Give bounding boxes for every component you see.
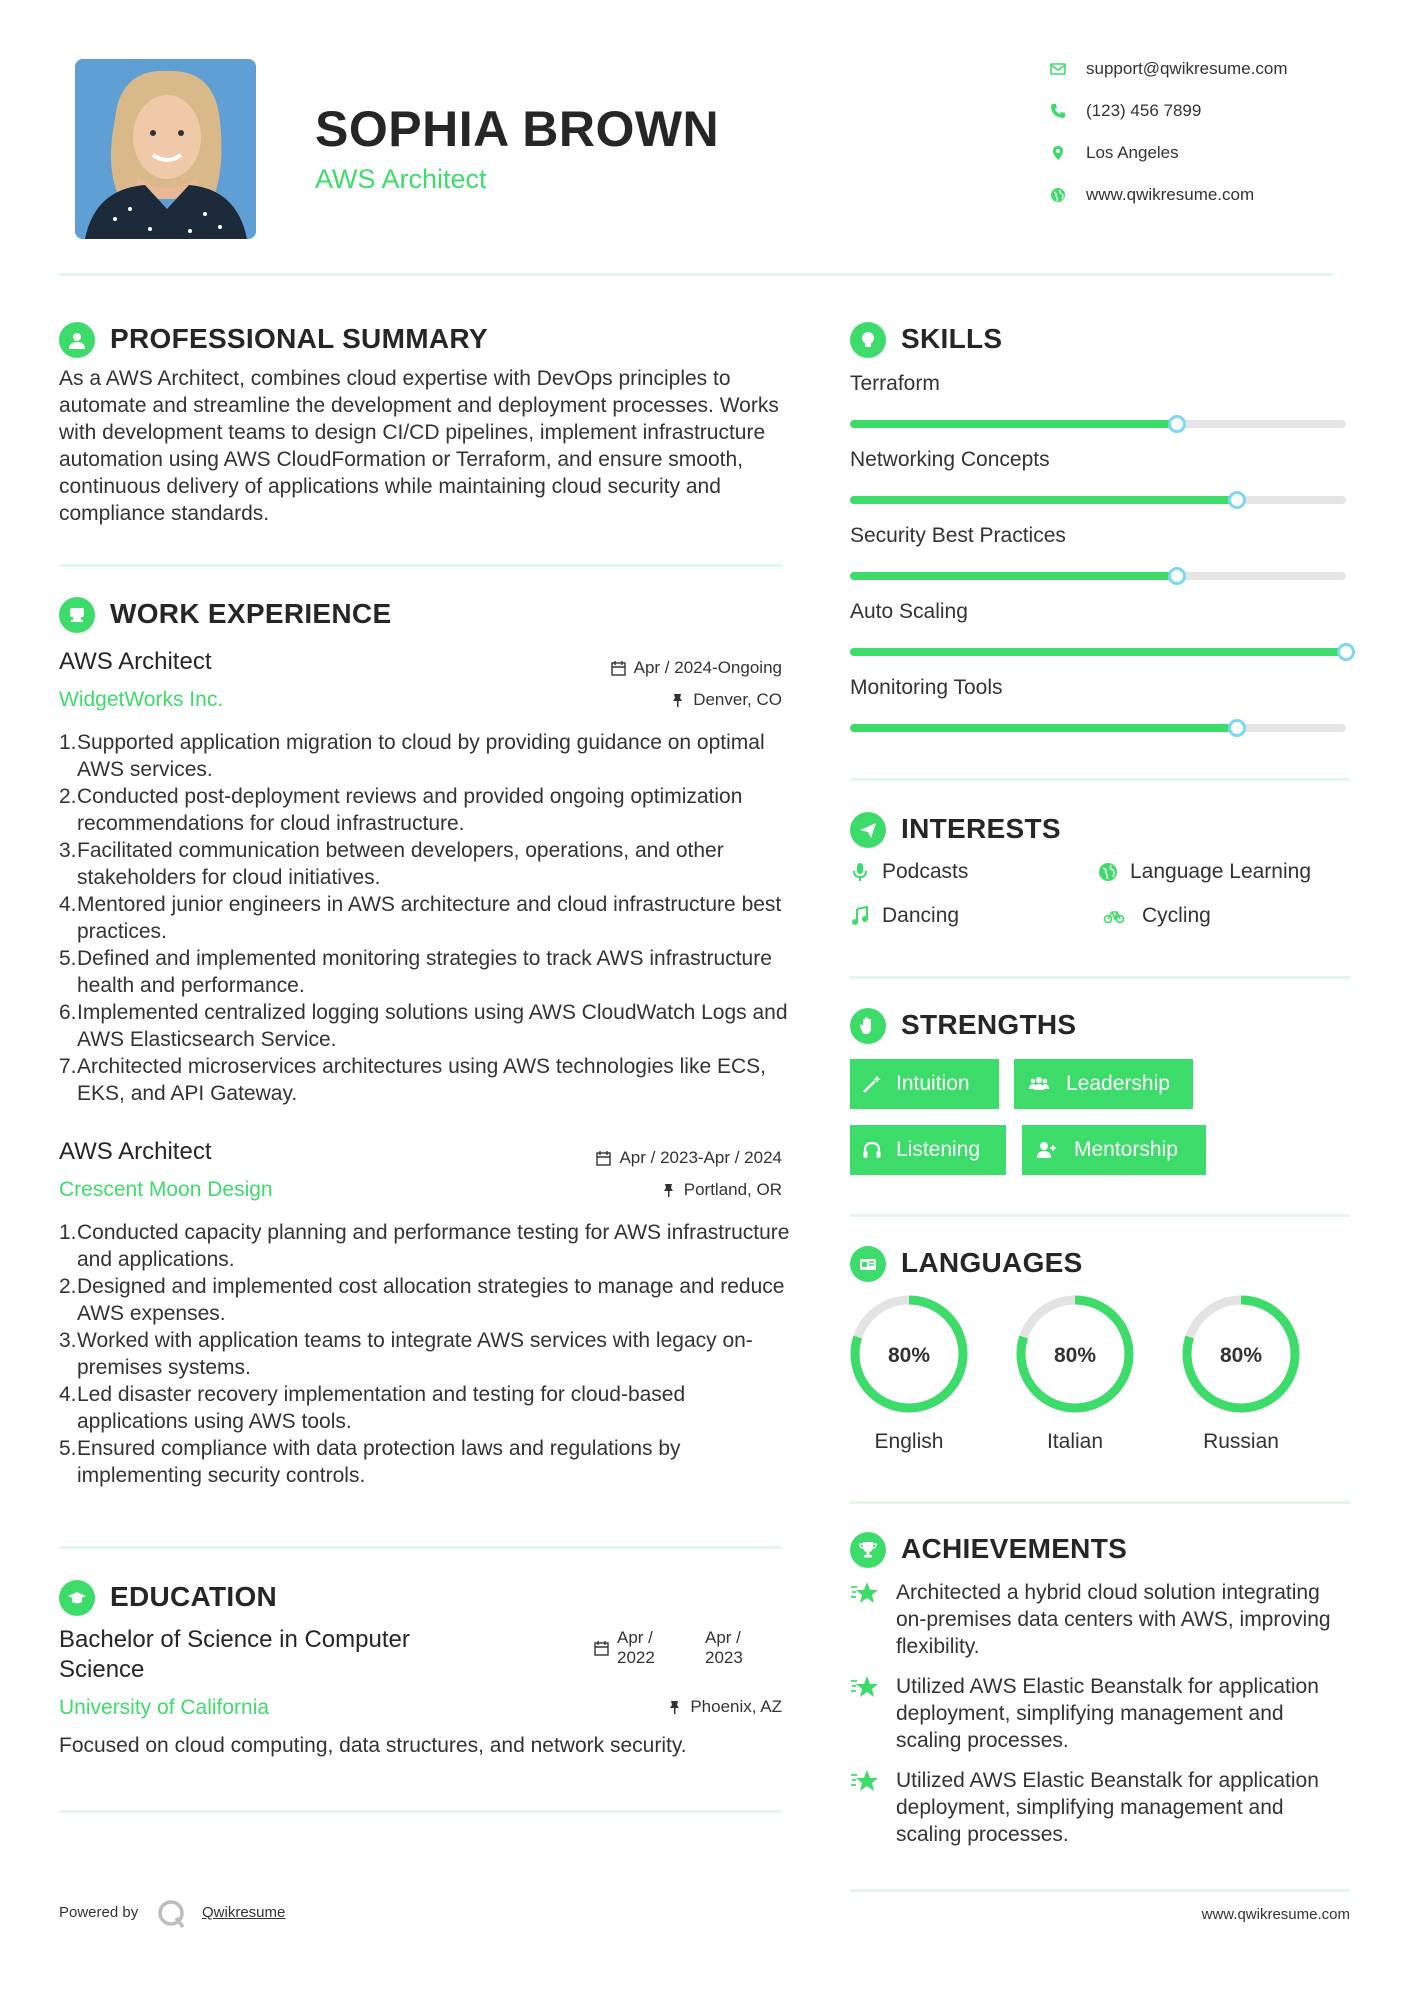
phone-text: (123) 456 7899 (1086, 101, 1202, 120)
contact-phone[interactable] (1050, 96, 1350, 126)
achievements-divider (850, 1889, 1350, 1892)
duty-item: 3. Worked with application teams to integrate AWS services with legacy on-premises systems. (59, 1329, 753, 1379)
job-1-location-text: Denver, CO (693, 690, 782, 709)
star-icon (850, 1579, 880, 1609)
degree-title: Bachelor of Science in Computer Science (59, 1626, 410, 1683)
achievement-text: Architected a hybrid cloud solution integrating on-premises data centers with AWS, improving flexibility. (896, 1581, 1331, 1658)
skill-label: Auto Scaling (850, 600, 968, 623)
skill-bar-fill (850, 648, 1346, 656)
education-location (480, 1697, 782, 1717)
achievement-item (850, 1673, 1345, 1754)
duty-item: 2. Conducted post-deployment reviews and provided ongoing optimization recommendations for cloud infrastructure. (59, 785, 743, 835)
email-text: support@qwikresume.com (1086, 59, 1288, 78)
skill-bar (850, 648, 1346, 656)
calendar-icon (611, 661, 626, 676)
contact-location (1050, 138, 1350, 168)
pin-icon (661, 1183, 676, 1198)
language-name: English (874, 1430, 944, 1453)
achievement-text: Utilized AWS Elastic Beanstalk for application deployment, simplifying management and scaling processes. (896, 1675, 1319, 1752)
summary-divider (59, 564, 782, 567)
strength-listening (850, 1125, 1006, 1175)
skill-bar (850, 724, 1346, 732)
microphone-icon (850, 862, 870, 882)
duty-item: 2. Designed and implemented cost allocation strategies to manage and reduce AWS expenses. (59, 1275, 785, 1325)
achievement-item (850, 1579, 1345, 1660)
skill-bar-knob (1337, 643, 1355, 661)
location-text: Los Angeles (1086, 143, 1179, 162)
language-ring (847, 1292, 971, 1416)
briefcase-icon (59, 597, 95, 633)
duty-item: 4. Mentored junior engineers in AWS architecture and cloud infrastructure best practices. (59, 893, 782, 943)
achievement-item (850, 1767, 1345, 1848)
education-divider (59, 1810, 782, 1813)
job-1-duties (59, 729, 797, 1107)
map-pin-icon (1050, 145, 1066, 161)
user-plus-icon (1034, 1140, 1060, 1160)
music-note-icon (850, 906, 870, 926)
interest-dancing (850, 904, 959, 928)
bicycle-icon (1098, 906, 1130, 926)
duty-item: 4. Led disaster recovery implementation and testing for cloud-based applications using AWS tools. (59, 1383, 686, 1433)
skill-bar-fill (850, 420, 1177, 428)
skill-bar-knob (1228, 491, 1246, 509)
skill-bar-fill (850, 496, 1237, 504)
language-percent: 80% (1219, 1344, 1263, 1367)
calendar-icon (596, 1151, 611, 1166)
profile-photo (75, 59, 256, 239)
trophy-icon (850, 1532, 886, 1568)
skill-bar-fill (850, 724, 1237, 732)
strength-intuition (850, 1059, 999, 1109)
job-2-company: Crescent Moon Design (59, 1178, 273, 1201)
education-location-text: Phoenix, AZ (690, 1697, 782, 1716)
job-2-dates-text: Apr / 2023-Apr / 2024 (619, 1148, 782, 1167)
education-end: Apr / 2023 (705, 1628, 743, 1667)
summary-text: As a AWS Architect, combines cloud expertise with DevOps principles to automate and streamline the development and deployment processes. Works with development teams to design CI/CD pipelines, implement infrastructure automation using AWS CloudFormation or Terraform, and ensure smooth, continuous delivery of applications while maintaining cloud security and compliance standards. (59, 367, 779, 525)
interest-label: Language Learning (1130, 860, 1312, 883)
graduation-icon (59, 1580, 95, 1616)
hand-icon (850, 1008, 886, 1044)
interest-language-learning (1098, 860, 1311, 884)
id-card-icon (850, 1246, 886, 1282)
job-2-dates (480, 1148, 782, 1168)
interests-heading: INTERESTS (901, 813, 1061, 844)
work-heading: WORK EXPERIENCE (110, 598, 392, 629)
phone-icon (1050, 103, 1066, 119)
job-1-dates-text: Apr / 2024-Ongoing (633, 658, 782, 677)
education-description: Focused on cloud computing, data structures, and network security. (59, 1734, 687, 1757)
footer-website[interactable]: www.qwikresume.com (1201, 1906, 1350, 1923)
job-1-role: AWS Architect (59, 648, 212, 675)
duty-item: 1. Supported application migration to cloud by providing guidance on optimal AWS services. (59, 731, 765, 781)
strength-label: Mentorship (1074, 1138, 1178, 1161)
achievement-text: Utilized AWS Elastic Beanstalk for application deployment, simplifying management and scaling processes. (896, 1769, 1319, 1846)
contact-email[interactable] (1050, 54, 1350, 84)
group-icon (1026, 1074, 1052, 1094)
languages-divider (850, 1501, 1350, 1504)
education-heading: EDUCATION (110, 1581, 278, 1612)
strength-label: Leadership (1066, 1072, 1170, 1095)
interest-label: Podcasts (882, 860, 969, 883)
school-name: University of California (59, 1696, 270, 1719)
user-icon (59, 322, 95, 358)
skill-bar-knob (1168, 567, 1186, 585)
website-text: www.qwikresume.com (1086, 185, 1255, 204)
skill-bar (850, 572, 1346, 580)
skill-label: Networking Concepts (850, 448, 1050, 471)
duty-item: 5. Ensured compliance with data protection laws and regulations by implementing security controls. (59, 1437, 681, 1487)
duty-item: 1. Conducted capacity planning and performance testing for AWS infrastructure and applications. (59, 1221, 790, 1271)
contact-website[interactable] (1050, 180, 1350, 210)
skill-label: Monitoring Tools (850, 676, 1003, 699)
duty-item: 7. Architected microservices architectures using AWS technologies like ECS, EKS, and API Gateway. (59, 1055, 767, 1105)
languages-heading: LANGUAGES (901, 1247, 1083, 1278)
star-icon (850, 1767, 880, 1797)
envelope-icon (1050, 61, 1066, 77)
skill-bar-fill (850, 572, 1177, 580)
education-start: Apr / 2022 (617, 1628, 655, 1667)
header-divider (59, 273, 1333, 276)
pin-icon (670, 693, 685, 708)
skill-label: Security Best Practices (850, 524, 1066, 547)
headphones-icon (862, 1140, 882, 1160)
job-1-location (480, 690, 782, 710)
achievements-heading: ACHIEVEMENTS (901, 1533, 1128, 1564)
interest-label: Cycling (1142, 904, 1211, 927)
candidate-title: AWS Architect (315, 164, 487, 194)
magic-wand-icon (862, 1074, 882, 1094)
interests-divider (850, 976, 1350, 979)
skills-divider (850, 778, 1350, 781)
skill-bar (850, 496, 1346, 504)
strength-leadership (1014, 1059, 1193, 1109)
language-name: Italian (1046, 1430, 1104, 1453)
candidate-name: SOPHIA BROWN (315, 101, 720, 157)
duty-item: 3. Facilitated communication between developers, operations, and other stakeholders for cloud initiatives. (59, 839, 724, 889)
interest-podcasts (850, 860, 968, 884)
star-icon (850, 1673, 880, 1703)
job-2-duties (59, 1219, 797, 1489)
strength-label: Listening (896, 1138, 981, 1161)
globe-icon (1098, 862, 1118, 882)
duty-item: 6. Implemented centralized logging solutions using AWS CloudWatch Logs and AWS Elasticsearch Service. (59, 1001, 788, 1051)
language-percent: 80% (1053, 1344, 1097, 1367)
job-1-dates (480, 658, 782, 678)
language-name: Russian (1203, 1430, 1279, 1453)
qwikresume-logo-icon (156, 1898, 188, 1930)
language-ring (1013, 1292, 1137, 1416)
job-2-location (480, 1180, 782, 1200)
summary-heading: PROFESSIONAL SUMMARY (110, 323, 488, 354)
strength-mentorship (1022, 1125, 1206, 1175)
lightbulb-icon (850, 322, 886, 358)
globe-icon (1050, 187, 1066, 203)
job-2-location-text: Portland, OR (683, 1180, 782, 1199)
job-1-company: WidgetWorks Inc. (59, 688, 224, 711)
work-divider (59, 1546, 782, 1549)
qwikresume-link[interactable]: Qwikresume (202, 1904, 286, 1921)
skill-bar-knob (1168, 415, 1186, 433)
strengths-divider (850, 1214, 1350, 1217)
skill-bar (850, 420, 1346, 428)
job-2-role: AWS Architect (59, 1138, 212, 1165)
language-ring (1179, 1292, 1303, 1416)
paper-plane-icon (850, 812, 886, 848)
skills-heading: SKILLS (901, 323, 1003, 354)
language-percent: 80% (887, 1344, 931, 1367)
interest-label: Dancing (882, 904, 960, 927)
strength-label: Intuition (896, 1072, 970, 1095)
duty-item: 5. Defined and implemented monitoring strategies to track AWS infrastructure health and performance. (59, 947, 772, 997)
skill-bar-knob (1228, 719, 1246, 737)
calendar-icon (594, 1641, 609, 1656)
powered-by-label: Powered by (59, 1904, 139, 1921)
skill-label: Terraform (850, 372, 940, 395)
pin-icon (667, 1700, 682, 1715)
interest-cycling (1098, 904, 1211, 928)
strengths-heading: STRENGTHS (901, 1009, 1077, 1040)
education-dates (594, 1628, 775, 1668)
